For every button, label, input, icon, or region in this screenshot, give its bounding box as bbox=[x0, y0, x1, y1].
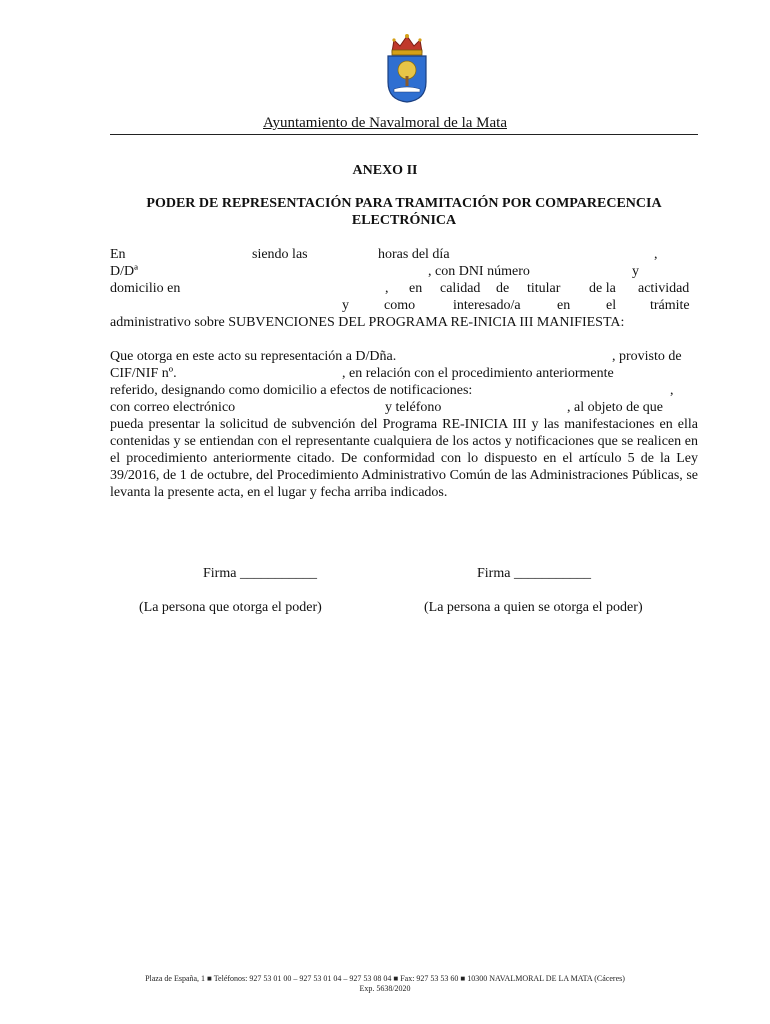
p1-domicilio: domicilio en bbox=[110, 281, 181, 296]
p1-l4-interesado: interesado/a bbox=[453, 298, 521, 313]
title-line-2: ELECTRÓNICA bbox=[351, 213, 457, 228]
signature-right-label: Firma ___________ bbox=[477, 566, 591, 581]
title-line-1: PODER DE REPRESENTACIÓN PARA TRAMITACIÓN POR COMPARECENCIA bbox=[146, 196, 662, 211]
p2-provisto: , provisto de bbox=[612, 349, 682, 364]
footer-expedient: Exp. 5638/2020 bbox=[359, 984, 411, 993]
p1-en: En bbox=[110, 247, 126, 262]
p1-l3-comma: , bbox=[385, 281, 389, 296]
p1-con-dni: , con DNI número bbox=[428, 264, 530, 279]
coat-of-arms-icon bbox=[382, 32, 432, 104]
p1-l3-actividad: actividad bbox=[638, 281, 690, 296]
signature-left-caption: (La persona que otorga el poder) bbox=[139, 600, 322, 615]
p1-horas-del-dia: horas del día bbox=[378, 247, 450, 262]
p2-cif: CIF/NIF nº. bbox=[110, 366, 177, 381]
p1-l3-de: de bbox=[496, 281, 510, 296]
p2-body: pueda presentar la solicitud de subvención del Programa RE-INICIA III y las manifestaciones en ella contenidas y se entiendan con el representante cualquiera de los actos y notificaciones que se realicen en el procedimiento anteriormente citado. De conformidad con lo dispuesto en el artículo 5 de la Ley 39/2016, de 1 de octubre, del Procedimiento Administrativo Común de las Administraciones Públicas, se levanta la presente acta, en el lugar y fecha arriba indicados. bbox=[110, 417, 698, 500]
organization-name: Ayuntamiento de Navalmoral de la Mata bbox=[263, 115, 507, 131]
p1-l4-en: en bbox=[557, 298, 571, 313]
p2-l3-comma: , bbox=[670, 383, 674, 398]
p1-comma: , bbox=[654, 247, 658, 262]
p1-administrativo: administrativo sobre SUBVENCIONES DEL PROGRAMA RE-INICIA III MANIFIESTA: bbox=[110, 315, 625, 330]
p1-y: y bbox=[632, 264, 639, 279]
p1-siendo-las: siendo las bbox=[252, 247, 308, 262]
p1-l3-titular: titular bbox=[527, 281, 561, 296]
p2-en-relacion: , en relación con el procedimiento anteriormente bbox=[342, 366, 614, 381]
p1-dda: D/Dª bbox=[110, 264, 138, 279]
p1-l4-el: el bbox=[606, 298, 617, 313]
p1-l4-como: como bbox=[384, 298, 416, 313]
p1-l3-calidad: calidad bbox=[440, 281, 481, 296]
document-title bbox=[110, 195, 698, 229]
p1-l4-tramite: trámite bbox=[650, 298, 690, 313]
footer bbox=[0, 974, 770, 994]
p2-referido: referido, designando como domicilio a efectos de notificaciones: bbox=[110, 383, 473, 398]
p2-al-objeto: , al objeto de que bbox=[567, 400, 664, 415]
footer-address: Plaza de España, 1 ■ Teléfonos: 927 53 01 00 – 927 53 01 04 – 927 53 08 04 ■ Fax: 927 53 53 60 ■ 10300 NAVALMORAL DE LA MATA (Cáceres) bbox=[145, 974, 625, 983]
p2-correo: con correo electrónico bbox=[110, 400, 236, 415]
p1-l3-de-la: de la bbox=[589, 281, 616, 296]
annex-heading: ANEXO II bbox=[352, 163, 418, 178]
p1-l4-y: y bbox=[342, 298, 349, 313]
p2-telefono: y teléfono bbox=[385, 400, 442, 415]
signature-left-label: Firma ___________ bbox=[203, 566, 317, 581]
signature-right-caption: (La persona a quien se otorga el poder) bbox=[424, 600, 643, 615]
p1-l3-en: en bbox=[409, 281, 423, 296]
p2-que-otorga: Que otorga en este acto su representación a D/Dña. bbox=[110, 349, 397, 364]
header-divider bbox=[110, 134, 698, 135]
